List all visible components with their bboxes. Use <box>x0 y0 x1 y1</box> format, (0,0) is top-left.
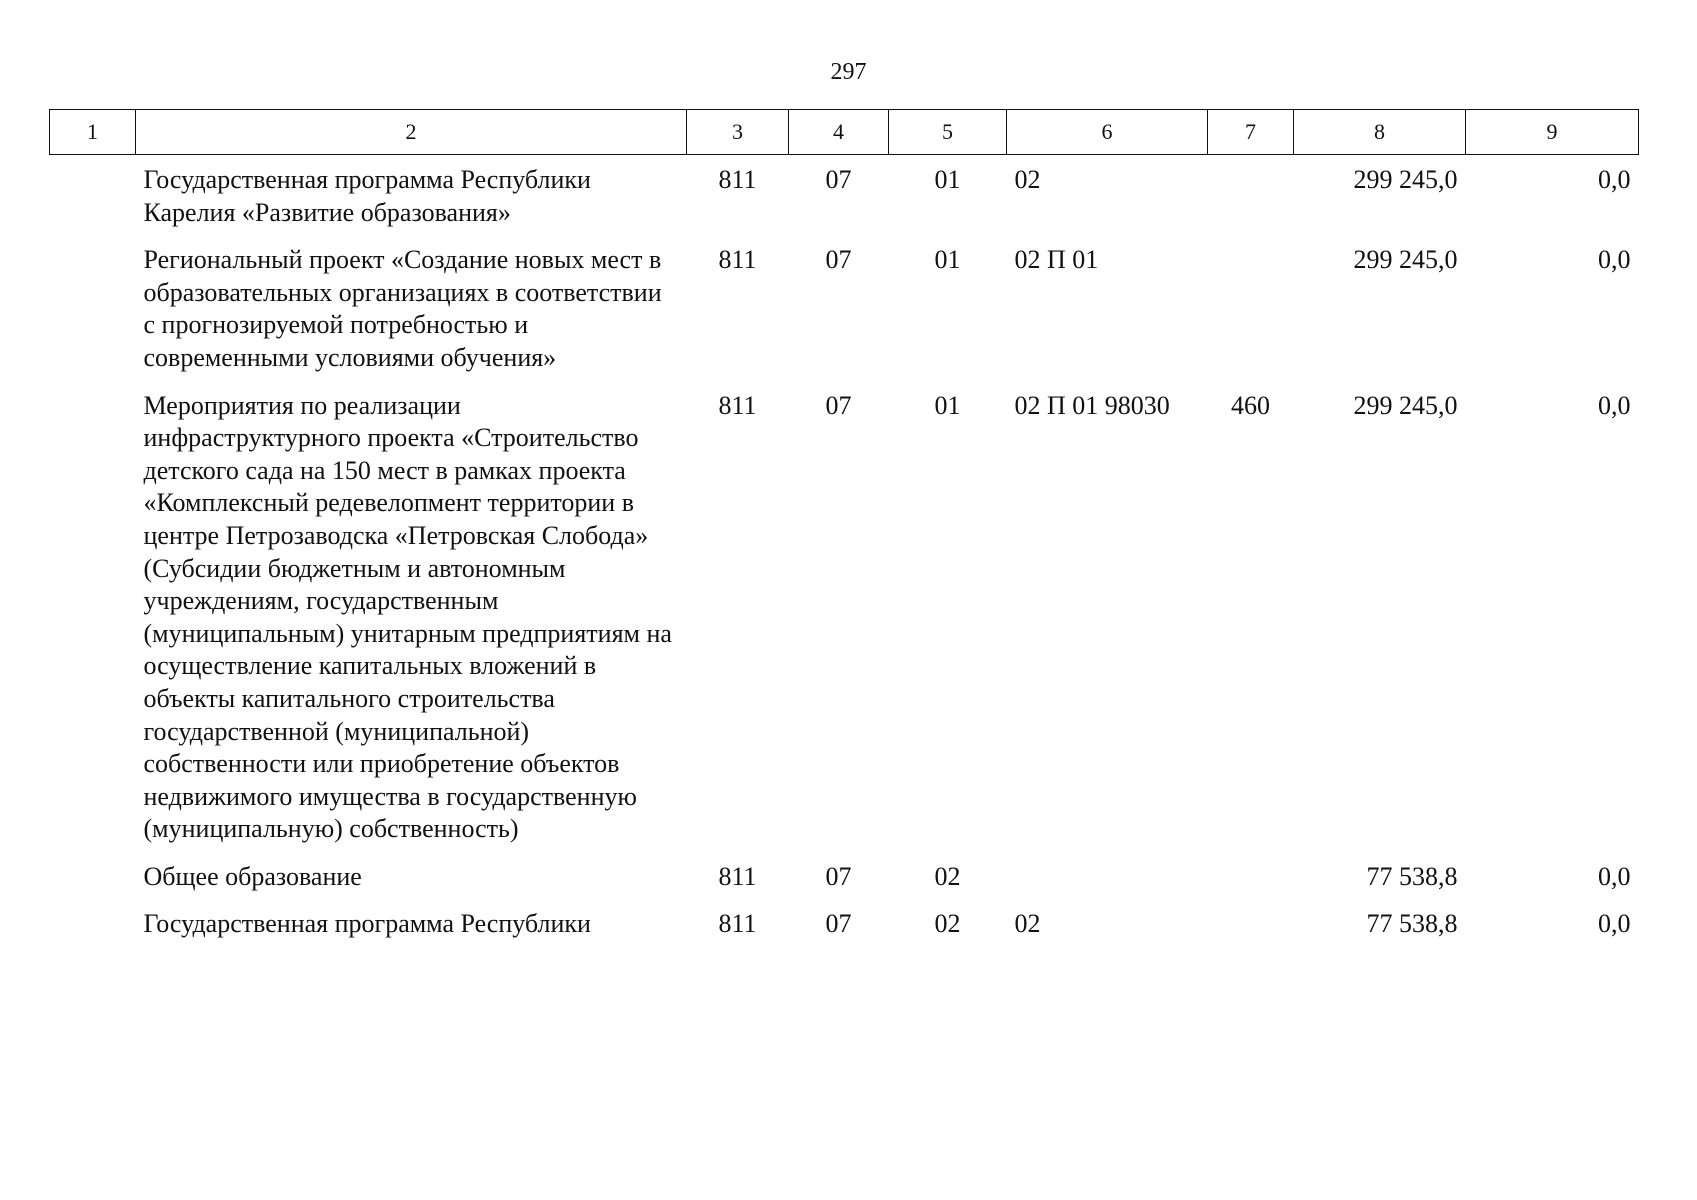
amount-cell: 0,0 <box>1598 165 1631 194</box>
amount-cell: 299 245,0 <box>1353 390 1458 420</box>
row-index-cell <box>50 854 136 902</box>
column-header: 1 <box>50 110 136 155</box>
column-header: 5 <box>889 110 1007 155</box>
section-cell: 07 <box>825 390 852 420</box>
item-name-cell: Общее образование <box>143 861 362 891</box>
subsection-cell: 01 <box>934 165 961 194</box>
table-row <box>50 901 1639 949</box>
item-name-cell: Региональный проект «Создание новых мест в образовательных организациях в соответствии с прогнозируемой потребностью и современными условиями обучения» <box>143 245 662 372</box>
expense-type-cell <box>1208 155 1294 238</box>
amount-cell: 299 245,0 <box>1353 165 1458 194</box>
amount-cell: 77 538,8 <box>1366 909 1458 939</box>
page-number: 297 <box>830 59 867 85</box>
expense-type-cell: 460 <box>1231 390 1270 420</box>
gr-code-cell: 811 <box>718 909 757 939</box>
target-article-cell: 02 П 01 98030 <box>1014 390 1170 420</box>
gr-code-cell: 811 <box>718 245 757 275</box>
gr-code-cell: 811 <box>718 165 757 194</box>
column-header: 7 <box>1208 110 1294 155</box>
amount-cell: 0,0 <box>1598 861 1631 891</box>
amount-cell: 77 538,8 <box>1366 861 1458 891</box>
column-header: 9 <box>1466 110 1639 155</box>
expense-type-cell <box>1208 854 1294 902</box>
expense-type-cell <box>1208 237 1294 382</box>
subsection-cell: 02 <box>934 861 961 891</box>
row-index-cell <box>50 901 136 949</box>
subsection-cell: 01 <box>934 245 961 275</box>
target-article-cell: 02 <box>1014 165 1041 194</box>
column-header: 6 <box>1007 110 1208 155</box>
amount-cell: 299 245,0 <box>1353 245 1458 275</box>
subsection-cell: 02 <box>934 909 961 939</box>
column-header: 4 <box>789 110 889 155</box>
item-name-cell: Мероприятия по реализации инфраструктурного проекта «Строительство детского сада на 150 мест в рамках проекта «Комплексный редевелопмент территории в центре Петрозаводска «Петровская Слобода» (Субсидии бюджетным и автономным учреждениям, государственным (муниципальным) унитарным предприятиям на осуществление капитальных вложений в объекты капитального строительства государственной (муниципальной) собственности или приобретение объектов недвижимого имущества в государственную (муниципальную) собственность) <box>143 390 672 844</box>
table-row <box>50 854 1639 902</box>
table-row <box>50 155 1639 238</box>
table-row <box>50 383 1639 854</box>
table-row <box>50 237 1639 382</box>
gr-code-cell: 811 <box>718 861 757 891</box>
column-header: 2 <box>136 110 687 155</box>
item-name-cell: Государственная программа Республики <box>143 909 591 939</box>
header-row <box>50 110 1639 155</box>
column-header: 8 <box>1294 110 1466 155</box>
row-index-cell <box>50 155 136 238</box>
column-header: 3 <box>687 110 789 155</box>
target-article-cell: 02 П 01 <box>1014 245 1099 275</box>
item-name-cell: Государственная программа Республики Карелия «Развитие образования» <box>143 165 591 227</box>
section-cell: 07 <box>825 245 852 275</box>
section-cell: 07 <box>825 861 852 891</box>
amount-cell: 0,0 <box>1598 390 1631 420</box>
expense-type-cell <box>1208 901 1294 949</box>
subsection-cell: 01 <box>934 390 961 420</box>
section-cell: 07 <box>825 909 852 939</box>
budget-table <box>49 109 1639 949</box>
gr-code-cell: 811 <box>718 390 757 420</box>
section-cell: 07 <box>825 165 852 194</box>
amount-cell: 0,0 <box>1598 245 1631 275</box>
row-index-cell <box>50 383 136 854</box>
target-article-cell: 02 <box>1014 909 1041 939</box>
row-index-cell <box>50 237 136 382</box>
amount-cell: 0,0 <box>1598 909 1631 939</box>
target-article-cell <box>1007 854 1208 902</box>
